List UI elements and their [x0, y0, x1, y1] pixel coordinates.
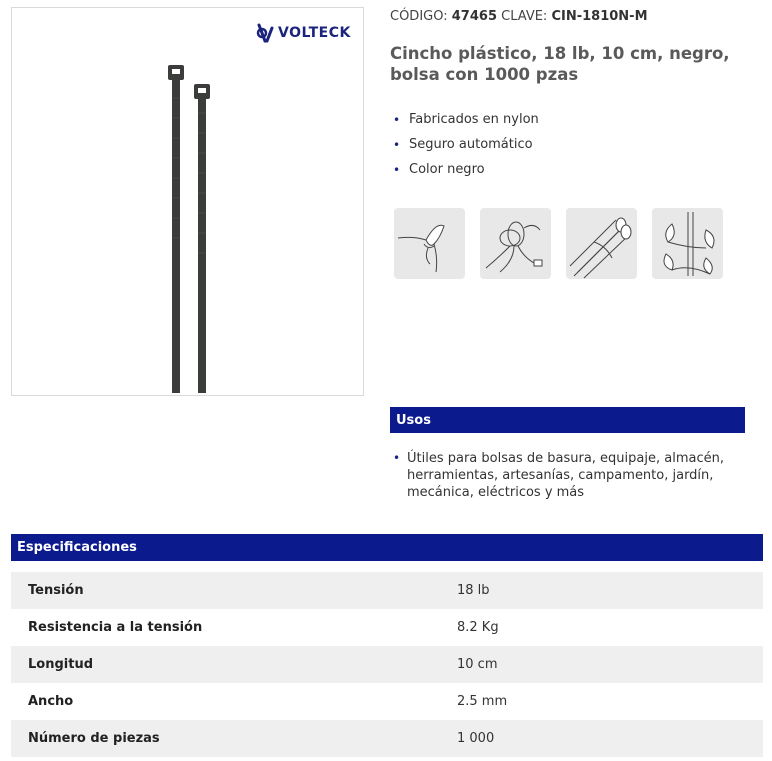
feature-item: • Color negro — [393, 160, 539, 185]
plant-vine-icon — [652, 208, 723, 279]
spec-row-width — [11, 683, 763, 720]
product-image — [11, 7, 364, 396]
feature-item: • Fabricados en nylon — [393, 110, 539, 135]
usos-line: mecánica, eléctricos y más — [407, 485, 585, 500]
spec-value: 18 lb — [457, 583, 490, 598]
usos-header: Usos — [390, 407, 745, 433]
product-title — [390, 43, 740, 85]
key-label: CLAVE: — [501, 9, 548, 24]
spec-value: 8.2 Kg — [457, 620, 499, 635]
spec-label: Longitud — [28, 657, 94, 672]
spec-value: 10 cm — [457, 657, 498, 672]
spec-label: Ancho — [28, 694, 74, 709]
product-code-line — [390, 9, 648, 24]
cable-ties-icon — [12, 8, 363, 395]
spec-value: 1 000 — [457, 731, 495, 746]
cable-tie-icon — [480, 208, 551, 279]
thumbnail-pipes[interactable] — [566, 208, 637, 279]
code-value: 47465 — [451, 9, 497, 24]
feature-list — [393, 110, 539, 185]
spec-label: Tensión — [28, 583, 84, 598]
spec-label: Resistencia a la tensión — [28, 620, 203, 635]
spec-row-tension — [11, 572, 763, 609]
thumbnail-flower[interactable] — [394, 208, 465, 279]
key-value: CIN-1810N-M — [551, 9, 648, 24]
thumbnail-plant[interactable] — [652, 208, 723, 279]
brand-name: VOLTECK — [278, 25, 351, 41]
code-label: CÓDIGO: — [390, 9, 448, 24]
usos-description — [393, 450, 733, 501]
specs-header: Especificaciones — [11, 534, 763, 561]
usos-line: • Útiles para bolsas de basura, equipaje, almacén, — [407, 451, 724, 466]
pipe-bundle-icon — [566, 208, 637, 279]
spec-value: 2.5 mm — [457, 694, 508, 709]
flower-tie-icon — [394, 208, 465, 279]
spec-row-length — [11, 646, 763, 683]
feature-item: • Seguro automático — [393, 135, 539, 160]
spec-row-resistance — [11, 609, 763, 646]
usos-line: herramientas, artesanías, campamento, jardín, — [407, 468, 714, 483]
usage-thumbnails — [394, 208, 723, 279]
product-title-line2: bolsa con 1000 pzas — [390, 65, 579, 84]
product-title-line1: Cincho plástico, 18 lb, 10 cm, negro, — [390, 44, 730, 63]
thumbnail-cable[interactable] — [480, 208, 551, 279]
spec-label: Número de piezas — [28, 731, 160, 746]
spec-row-pieces — [11, 720, 763, 757]
specs-table — [11, 572, 763, 757]
